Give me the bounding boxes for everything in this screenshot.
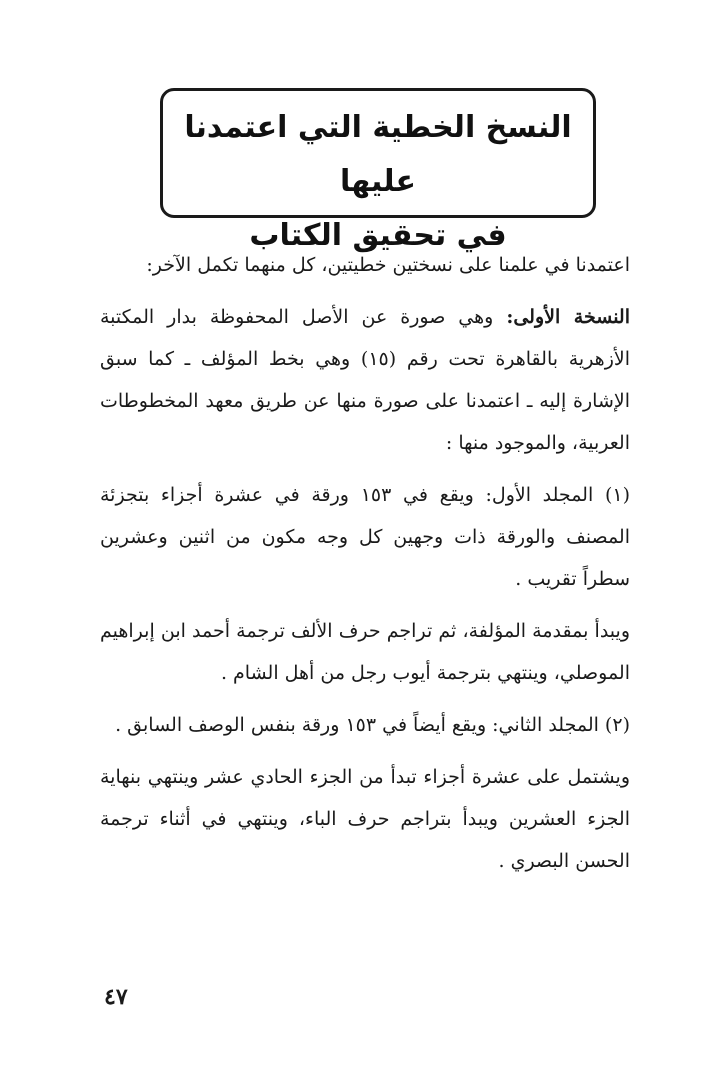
first-copy-text: وهي صورة عن الأصل المحفوظة بدار المكتبة الأزهرية بالقاهرة تحت رقم (١٥) وهي بخط المؤلف ـ كما سبق الإشارة إليه ـ اعتمدنا على صورة منها عن طريق معهد المخطوطات العربية، والموجود منها : [100, 306, 630, 454]
first-copy-label: النسخة الأولى: [506, 306, 631, 328]
volume-2-contents-paragraph: ويشتمل على عشرة أجزاء تبدأ من الجزء الحادي عشر وينتهي بنهاية الجزء العشرين ويبدأ بتراجم حرف الباء، وينتهي في أثناء ترجمة الحسن البصري . [100, 766, 630, 872]
volume-1-start-paragraph: ويبدأ بمقدمة المؤلفة، ثم تراجم حرف الألف ترجمة أحمد ابن إبراهيم الموصلي، وينتهي بترجمة أيوب رجل من أهل الشام . [100, 620, 630, 684]
first-copy-paragraph [100, 296, 630, 464]
volume-1-paragraph: (١) المجلد الأول: ويقع في ١٥٣ ورقة في عشرة أجزاء بتجزئة المصنف والورقة ذات وجهين كل وجه مكون من اثنين وعشرين سطراً تقريب . [100, 484, 630, 590]
volume-2-paragraph: (٢) المجلد الثاني: ويقع أيضاً في ١٥٣ ورقة بنفس الوصف السابق . [115, 714, 630, 736]
body-text [100, 244, 630, 882]
page-number: ٤٧ [104, 984, 128, 1010]
chapter-title-line-2: في تحقيق الكتاب [249, 218, 507, 253]
chapter-title-box [160, 88, 596, 253]
intro-paragraph: اعتمدنا في علمنا على نسختين خطيتين، كل منهما تكمل الآخر: [146, 254, 630, 276]
chapter-title-line-1: النسخ الخطية التي اعتمدنا عليها [184, 110, 572, 199]
